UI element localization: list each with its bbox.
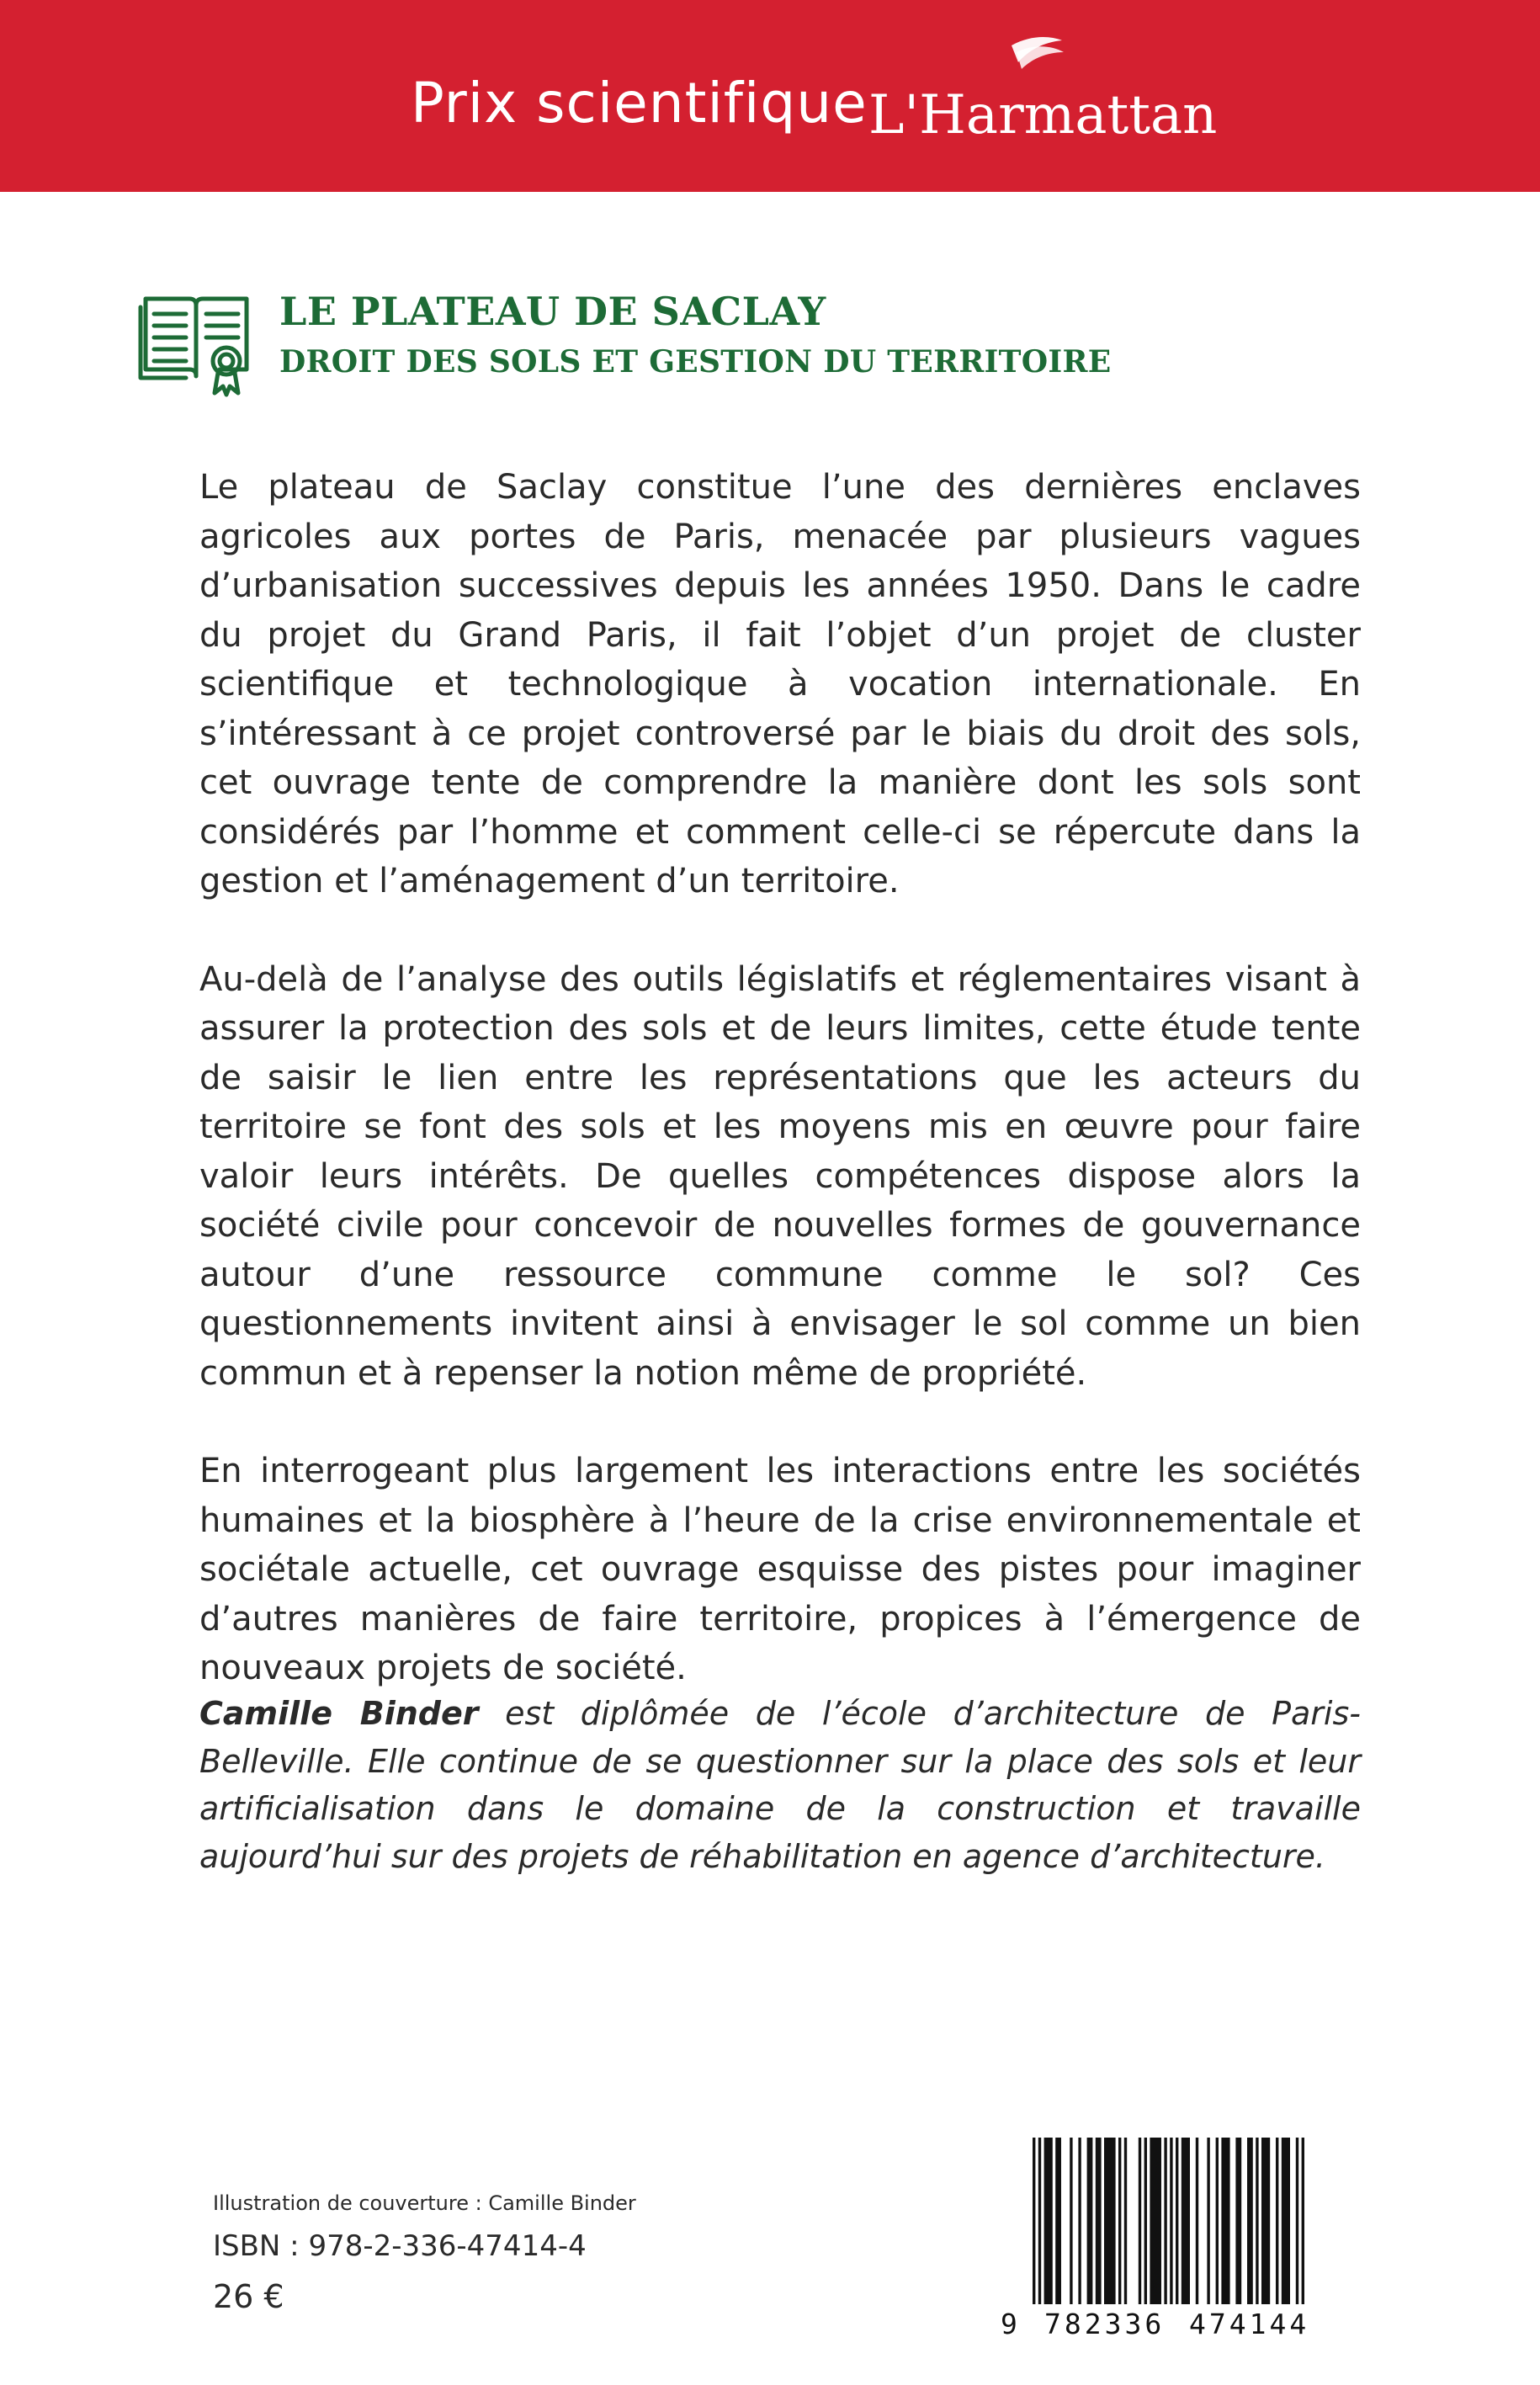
barcode-bar [1216,2138,1219,2311]
book-certificate-icon [139,289,253,398]
banner-content [411,66,1218,146]
barcode-bar [1033,2138,1035,2324]
summary-paragraph: Au-delà de l’analyse des outils législatifs et réglementaires visant à assurer la protection des sols et de leurs limites, cette étude tente de saisir le lien entre les représentations que les acteurs du territoire se font des sols et les moyens mis en œuvre pour faire valoir leurs intérêts. De quelles compétences dispose alors la société civile pour concevoir de nouvelles formes de gouvernance autour d’une ressource commune comme le sol? Ces questionnements invitent ainsi à envisager le sol comme un bien commun et à repenser la notion même de propriété. [199,959,1361,1393]
summary-text [199,463,1361,1742]
barcode-bar [1070,2138,1072,2311]
author-bio-text: est diplômée de l’école d’architecture de Paris-Belleville. Elle continue de se questionner sur la place des sols et leur artificialisation dans le domaine de la construction et travaille aujourd’hui sur des projets de réhabilitation en agence d’architecture. [199,1695,1362,1875]
barcode-bar [1144,2138,1147,2311]
prize-label: Prix scientifique [411,71,868,135]
harmattan-logo [868,34,1218,146]
barcode-bar [1150,2138,1161,2311]
barcode-bar [1221,2138,1229,2311]
barcode-bar [1139,2138,1141,2311]
illustration-credit: Illustration de couverture : Camille Binder [213,2191,636,2215]
barcode-bar [1256,2138,1258,2311]
summary-paragraph: Le plateau de Saclay constitue l’une des dernières enclaves agricoles aux portes de Paris, menacée par plusieurs vagues d’urbanisation successives depuis les années 1950. Dans le cadre du projet du Grand Paris, il fait l’objet d’un projet de cluster scientifique et technologique à vocation internationale. En s’intéressant à ce projet controversé par le biais du droit des sols, cet ouvrage tente de comprendre la manière dont les sols sont considérés par l’homme et comment celle-ci se répercute dans la gestion et l’aménagement d’un territoire. [199,468,1361,900]
barcode-bar [1282,2138,1290,2311]
publisher-banner [0,0,1540,192]
author-name: Camille Binder [199,1695,479,1732]
barcode-bar [1078,2138,1081,2311]
book-subtitle: DROIT DES SOLS ET GESTION DU TERRITOIRE [279,344,1112,380]
barcode-bar [1176,2138,1178,2311]
barcode-bar [1170,2138,1172,2324]
barcode-bar [1182,2138,1190,2311]
price: 26 € [213,2278,284,2315]
barcode-bar [1302,2138,1304,2324]
summary-paragraph: En interrogeant plus largement les interactions entre les sociétés humaines et la biosphère à l’heure de la crise environnementale et sociétale actuelle, cet ouvrage esquisse des pistes pour imaginer d’autres manières de faire territoire, propices à l’émergence de nouveaux projets de société. [199,1452,1361,1687]
barcode-bar [1055,2138,1061,2311]
barcode-digits [997,2304,1344,2345]
barcode-bar [1296,2138,1298,2324]
barcode-bar [1247,2138,1253,2311]
barcode-bar [1164,2138,1166,2324]
barcode-bar [1196,2138,1198,2311]
publisher-name: L'Harmattan [868,84,1218,146]
barcode-bar [1044,2138,1053,2311]
author-bio [199,1690,1361,1880]
barcode-bar [1235,2138,1241,2311]
barcode-right-digits: 474144 [1189,2308,1310,2340]
barcode-bar [1276,2138,1278,2311]
barcode-lead-digit: 9 [1001,2308,1017,2340]
isbn: ISBN : 978-2-336-47414-4 [213,2229,587,2263]
credits-block [213,2191,802,2322]
barcode-bar [1261,2138,1270,2311]
barcode-bar [1087,2138,1093,2311]
book-title: LE PLATEAU DE SACLAY [279,289,826,334]
barcode-bar [1096,2138,1102,2311]
barcode-bar [1118,2138,1121,2311]
barcode-bar [1038,2138,1041,2324]
barcode-bar [1207,2138,1209,2311]
barcode-bar [1104,2138,1116,2311]
title-block [139,289,1317,398]
barcode-bar [1124,2138,1127,2311]
barcode-left-digits: 782336 [1044,2308,1166,2340]
